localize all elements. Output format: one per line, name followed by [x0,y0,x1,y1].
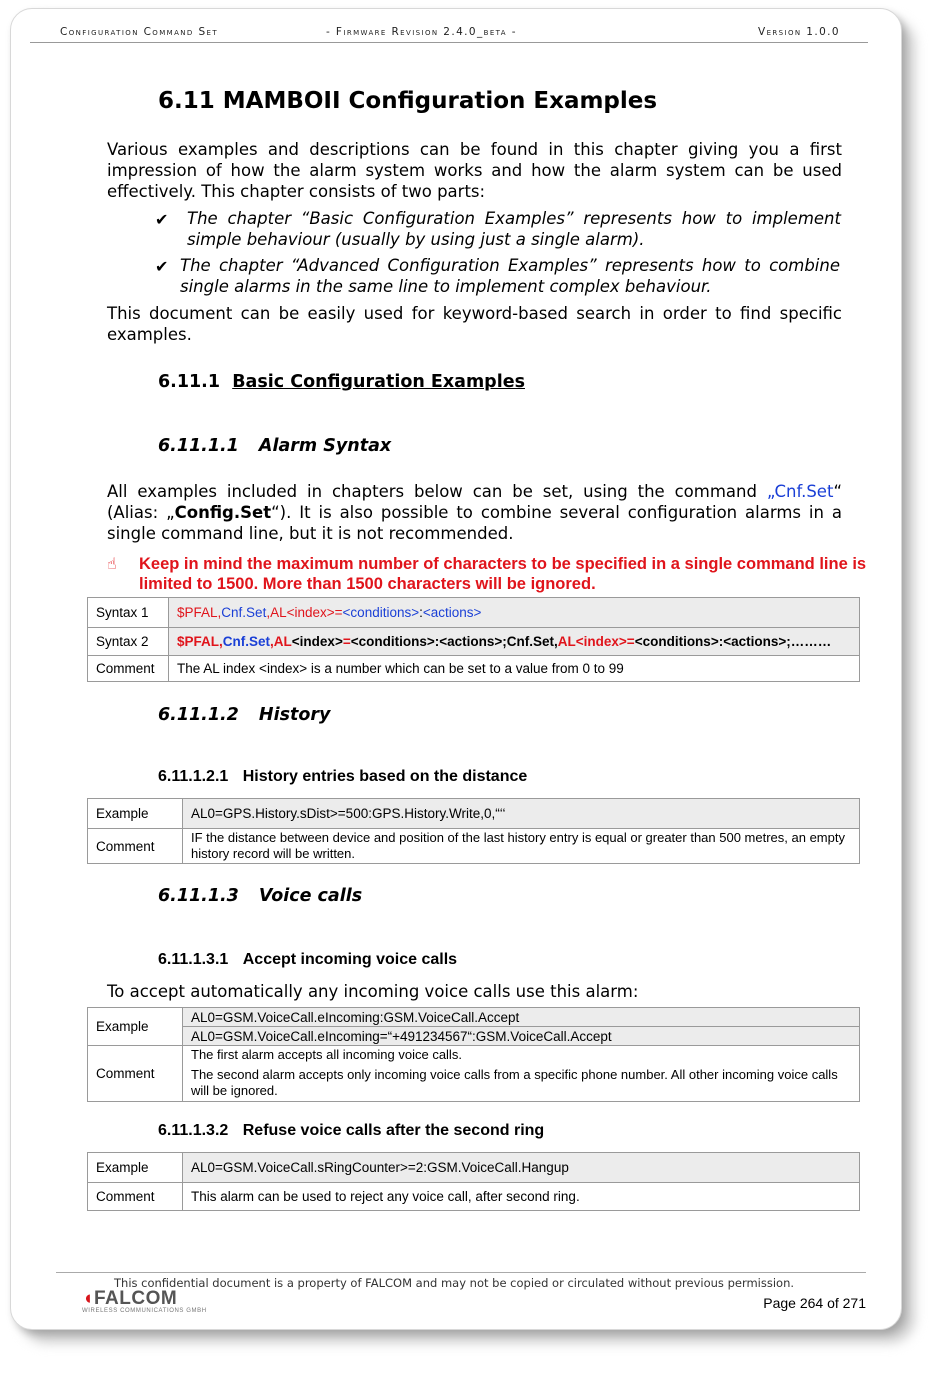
token: <conditions>:<actions>;Cnf.Set, [350,634,558,649]
section-number: 6.11.1.1 [158,436,239,456]
falcom-logo [82,1288,207,1314]
example-value: AL0=GSM.VoiceCall.eIncoming=“+491234567“:GSM.VoiceCall.Accept [183,1027,860,1046]
warning-text: Keep in mind the maximum number of characters to be specified in a single command line is limited to 1500. More than 1500 characters will be ignored. [139,555,867,593]
example-value: AL0=GSM.VoiceCall.eIncoming:GSM.VoiceCall.Accept [183,1008,860,1027]
syntax-text-3: “). It is also possible to combine several configuration alarms in a single command line, but it is not recommended. [107,503,842,543]
warning-note [107,554,869,594]
syntax-paragraph [107,481,842,544]
footer-notice: This confidential document is a property of FALCOM and may not be copied or circulated without previous permission. [114,1276,795,1290]
section-number: 6.11.1.2 [158,705,239,725]
token: : [419,605,423,620]
section-number: 6.11.1.3.1 [158,951,229,968]
token: <index> [575,634,627,649]
header-right: Version 1.0.0 [758,26,840,38]
page-number: Page 264 of 271 [763,1295,866,1311]
table-row [88,656,860,682]
syntax-text-1: All examples included in chapters below can be set, using the command [107,482,767,501]
row-label: Syntax 2 [88,628,169,656]
page-title: 6.11 MAMBOII Configuration Examples [158,88,658,114]
header-rule [30,42,868,43]
list-item [155,208,845,250]
comment-value [183,1046,860,1102]
row-label: Comment [88,1046,183,1102]
checkmark-icon: ✔ [155,257,169,276]
row-label: Comment [88,1183,183,1211]
section-number: 6.11.1 [158,372,221,392]
token: , [219,634,223,649]
header-left: Configuration Command Set [60,26,219,38]
table-row [88,1046,860,1102]
section-title: History entries based on the distance [242,768,528,785]
hand-pointer-icon: ☝ [107,554,117,573]
accept-calls-table [87,1007,860,1102]
token: AL [273,634,292,649]
syntax-2-value [169,628,860,656]
command-name: „Cnf.Set [766,482,834,501]
row-label: Example [88,1153,183,1183]
token: Cnf.Set [222,634,271,649]
table-row [88,1027,860,1046]
table-row [88,829,860,864]
checkmark-icon: ✔ [155,210,169,229]
syntax-1-value [169,598,860,628]
logo-text: FALCOM [93,1288,178,1309]
intro-paragraph: Various examples and descriptions can be found in this chapter giving you a first impression of how the alarm system works and how the alarm system can be used effectively. This chapter consists of two parts: [107,140,842,201]
token: = [626,634,635,649]
history-table [87,798,860,864]
syntax-table [87,597,860,682]
table-row [88,799,860,829]
section-title: History [258,705,331,725]
comment-line: The second alarm accepts only incoming voice calls from a specific phone number. All other incoming voice calls will be ignored. [191,1067,838,1098]
section-heading-voice-calls [158,886,362,906]
syntax-text-2: “ (Alias: „ [107,482,842,522]
section-heading-refuse-calls [158,1122,544,1140]
comment-line: The first alarm accepts all incoming voice calls. [191,1047,462,1062]
section-title: Alarm Syntax [258,436,392,456]
token: $PFAL [177,605,218,620]
bullet-text: The chapter “Advanced Configuration Examples” represents how to combine single alarms in the same line to implement complex behaviour. [180,256,840,296]
table-row [88,598,860,628]
token: , [217,605,222,620]
list-item [155,255,845,297]
section-heading-history [158,705,330,725]
token: , [266,605,271,620]
row-label: Comment [88,829,183,864]
bullet-text: The chapter “Basic Configuration Examples” represents how to implement simple behaviour (usually by using just a single alarm). [187,209,841,249]
section-title: Accept incoming voice calls [242,951,458,968]
row-label: Example [88,799,183,829]
token: AL [557,634,576,649]
token: AL [270,605,287,620]
comment-value: IF the distance between device and position of the last history entry is equal or greater than 500 metres, an empty history record will be written. [183,829,860,864]
logo-subtitle: WIRELESS COMMUNICATIONS GMBH [82,1308,207,1314]
comment-value: This alarm can be used to reject any voice call, after second ring. [183,1183,860,1211]
token: Cnf.Set [221,605,267,620]
logo-emblem-icon: ◖ [82,1288,94,1309]
token: , [270,634,274,649]
logo-wordmark [82,1288,207,1310]
table-row [88,1153,860,1183]
row-label: Example [88,1008,183,1046]
section-title: Refuse voice calls after the second ring [242,1122,545,1139]
token: <index> [291,634,343,649]
header-center: - Firmware Revision 2.4.0_beta - [326,26,517,38]
token: <index> [286,605,335,620]
token: <actions> [422,605,482,620]
row-label: Syntax 1 [88,598,169,628]
token: = [334,605,343,620]
section-title: Voice calls [258,886,363,906]
token: <conditions>:<actions>;……… [634,634,832,649]
bullet-list [155,208,845,297]
section-heading-accept-calls [158,951,457,969]
footer-rule [56,1272,866,1273]
section-title: Basic Configuration Examples [232,372,525,392]
accept-calls-paragraph: To accept automatically any incoming voice calls use this alarm: [107,982,639,1001]
token: <conditions> [342,605,420,620]
token: = [342,634,351,649]
example-value: AL0=GSM.VoiceCall.sRingCounter>=2:GSM.VoiceCall.Hangup [183,1153,860,1183]
section-heading-alarm-syntax [158,436,391,456]
row-label: Comment [88,656,169,682]
example-value: AL0=GPS.History.sDist>=500:GPS.History.Write,0,“‘‘ [183,799,860,829]
refuse-calls-table [87,1152,860,1211]
table-row [88,1008,860,1027]
section-heading-history-distance [158,768,527,786]
comment-value: The AL index <index> is a number which can be set to a value from 0 to 99 [169,656,860,682]
section-number: 6.11.1.3 [158,886,239,906]
command-alias: Config.Set [174,503,272,522]
table-row [88,1183,860,1211]
table-row [88,628,860,656]
section-number: 6.11.1.2.1 [158,768,229,785]
token: $PFAL [177,634,220,649]
section-number: 6.11.1.3.2 [158,1122,229,1139]
section-heading-6-11-1 [158,372,525,392]
outro-paragraph: This document can be easily used for keyword-based search in order to find specific examples. [107,304,842,344]
